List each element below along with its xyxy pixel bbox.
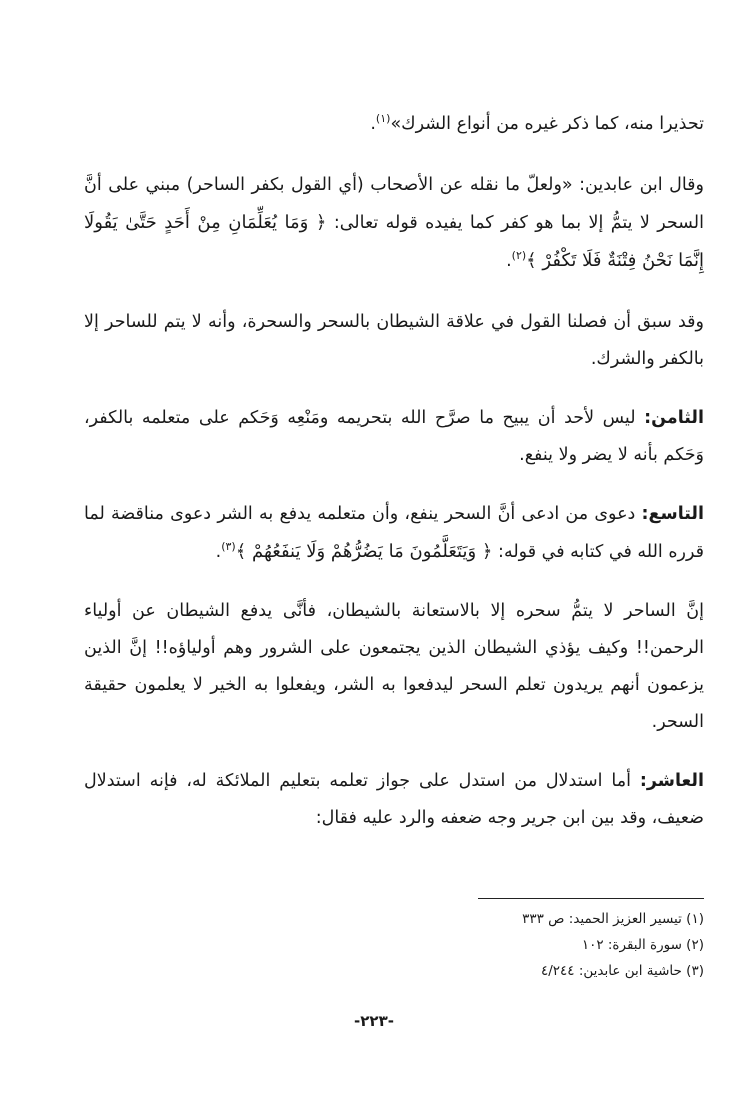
footnote-ref-1: (١) — [375, 112, 391, 126]
paragraph-4 — [84, 400, 704, 474]
section-label-eighth: الثامن: — [644, 408, 704, 428]
footnotes — [400, 906, 704, 984]
paragraph-5: التاسع: دعوى من ادعى أنَّ السحر ينفع، وأن متعلمه يدفع به الشر دعوى مناقضة لما قرره الله في كتابه في قوله: ﴿ وَيَتَعَلَّمُونَ مَا يَضُرُّهُمْ وَلَا يَنفَعُهُمْ ﴾$^{(٣)}$. — [84, 504, 704, 562]
body-text — [84, 106, 704, 837]
paragraph-1: تحذيرا منه، كما ذكر غيره من أنواع الشرك»$^{(١)}$. — [370, 112, 704, 134]
quran-verse-2: ﴿ وَيَتَعَلَّمُونَ مَا يَضُرُّهُمْ وَلَا يَنفَعُهُمْ ﴾ — [235, 541, 493, 562]
footnote-3: (٣) حاشية ابن عابدين: ٤/٢٤٤ — [540, 963, 704, 979]
paragraph-2-text: وقال ابن عابدين: «ولعلّ ما نقله عن الأصحاب (أي القول بكفر الساحر) مبني على أنَّ السحر لا يتمُّ إلا بما هو كفر كما يفيده قوله تعالى: — [84, 175, 704, 233]
section-label-tenth: العاشر: — [639, 771, 704, 791]
footnote-ref-3: (٣) — [221, 540, 236, 554]
footnote-divider — [478, 898, 704, 899]
paragraph-1-text: تحذيرا منه، كما ذكر غيره من أنواع الشرك» — [390, 114, 704, 134]
paragraph-6-text: إنَّ الساحر لا يتمُّ سحره إلا بالاستعانة بالشيطان، فأنَّى يدفع الشيطان عن أولياء الرحمن!! وكيف يؤذي الشيطان الذين يجتمعون على الشرور وهم أولياؤه!! إنَّ الذين يزعمون أنهم يريدون تعلم السحر ليدفعوا به الشر، ويفعلوا به الخير لا يعلمون حقيقة السحر. — [84, 601, 704, 732]
footnote-1: (١) تيسير العزيز الحميد: ص ٣٣٣ — [522, 911, 704, 927]
paragraph-6 — [84, 593, 704, 741]
footnote-2: (٢) سورة البقرة: ١٠٢ — [581, 937, 704, 953]
footnote-ref-2: (٢) — [511, 249, 527, 263]
paragraph-3-text: وقد سبق أن فصلنا القول في علاقة الشيطان بالسحر والسحرة، وأنه لا يتم للساحر إلا بالكفر والشرك. — [84, 312, 704, 369]
paragraph-2: وقال ابن عابدين: «ولعلّ ما نقله عن الأصحاب (أي القول بكفر الساحر) مبني على أنَّ السحر لا يتمُّ إلا بما هو كفر كما يفيده قوله تعالى: ﴿ وَمَا يُعَلِّمَانِ مِنْ أَحَدٍ حَتَّىٰ يَقُولَا إِنَّمَا نَحْنُ فِتْنَةٌ فَلَا تَكْفُرْ ﴾$^{(٢)}$. — [84, 175, 704, 271]
paragraph-4-text: ليس لأحد أن يبيح ما صرَّح الله بتحريمه ومَنْعِه وَحَكم على متعلمه بالكفر، وَحَكم بأنه لا يضر ولا ينفع. — [84, 408, 704, 465]
paragraph-5-text: دعوى من ادعى أنَّ السحر ينفع، وأن متعلمه يدفع به الشر دعوى مناقضة لما قرره الله في كتابه في قوله: — [84, 504, 704, 562]
paragraph-7-text: أما استدلال من استدل على جواز تعلمه بتعليم الملائكة له، فإنه استدلال ضعيف، وقد بين ابن جرير وجه ضعفه والرد عليه فقال: — [84, 771, 704, 828]
quran-verse-1: ﴿ وَمَا يُعَلِّمَانِ مِنْ أَحَدٍ حَتَّىٰ يَقُولَا إِنَّمَا نَحْنُ فِتْنَةٌ فَلَا تَكْفُرْ ﴾ — [84, 212, 704, 271]
section-label-ninth: التاسع: — [641, 504, 704, 524]
page-number: -٢٢٣- — [354, 1012, 394, 1030]
paragraph-7 — [84, 763, 704, 837]
paragraph-3 — [84, 304, 704, 378]
